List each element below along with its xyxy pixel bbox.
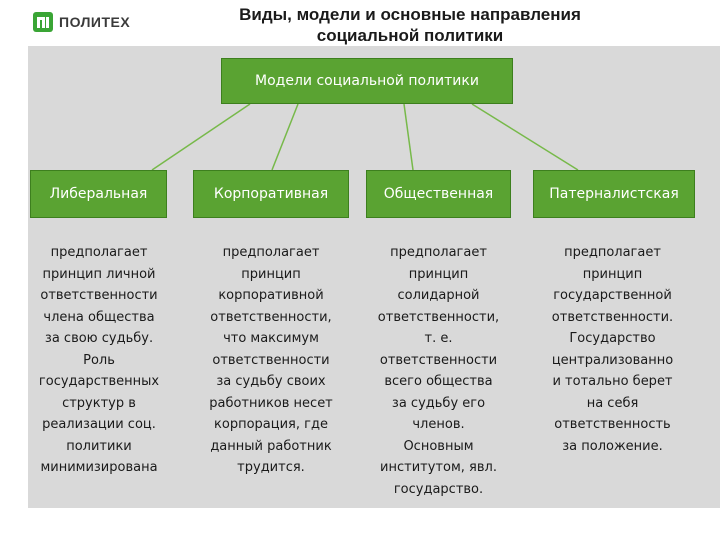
model-box-corporate: Корпоративная xyxy=(193,170,349,218)
slide-title: Виды, модели и основные направления социальной политики xyxy=(239,5,581,45)
connector-paternalist xyxy=(472,104,578,170)
connector-corporate xyxy=(272,104,298,170)
model-box-liberal: Либеральная xyxy=(30,170,167,218)
model-description-corporate: предполагает принцип корпоративной ответственности, что максимум ответственности за судьбу своих работников несет корпорация, где данный работник трудится. xyxy=(209,245,333,475)
connector-public xyxy=(404,104,413,170)
model-box-paternalist: Патерналистская xyxy=(533,170,695,218)
logo-text: ПОЛИТЕХ xyxy=(59,14,131,30)
model-description-public: предполагает принцип солидарной ответственности, т. е. ответственности всего общества за судьбу его членов. Основным институтом, явл. государство. xyxy=(377,245,500,497)
root-box-social-policy-models: Модели социальной политики xyxy=(221,58,513,104)
model-description-paternalist: предполагает принцип государственной ответственности. Государство централизованно и тотально берет на себя ответственность за положение. xyxy=(551,245,674,454)
model-box-public: Общественная xyxy=(366,170,511,218)
model-description-liberal: предполагает принцип личной ответственности члена общества за свою судьбу. Роль государственных структур в реализации соц. политики минимизирована xyxy=(38,245,160,475)
connector-liberal xyxy=(152,104,250,170)
